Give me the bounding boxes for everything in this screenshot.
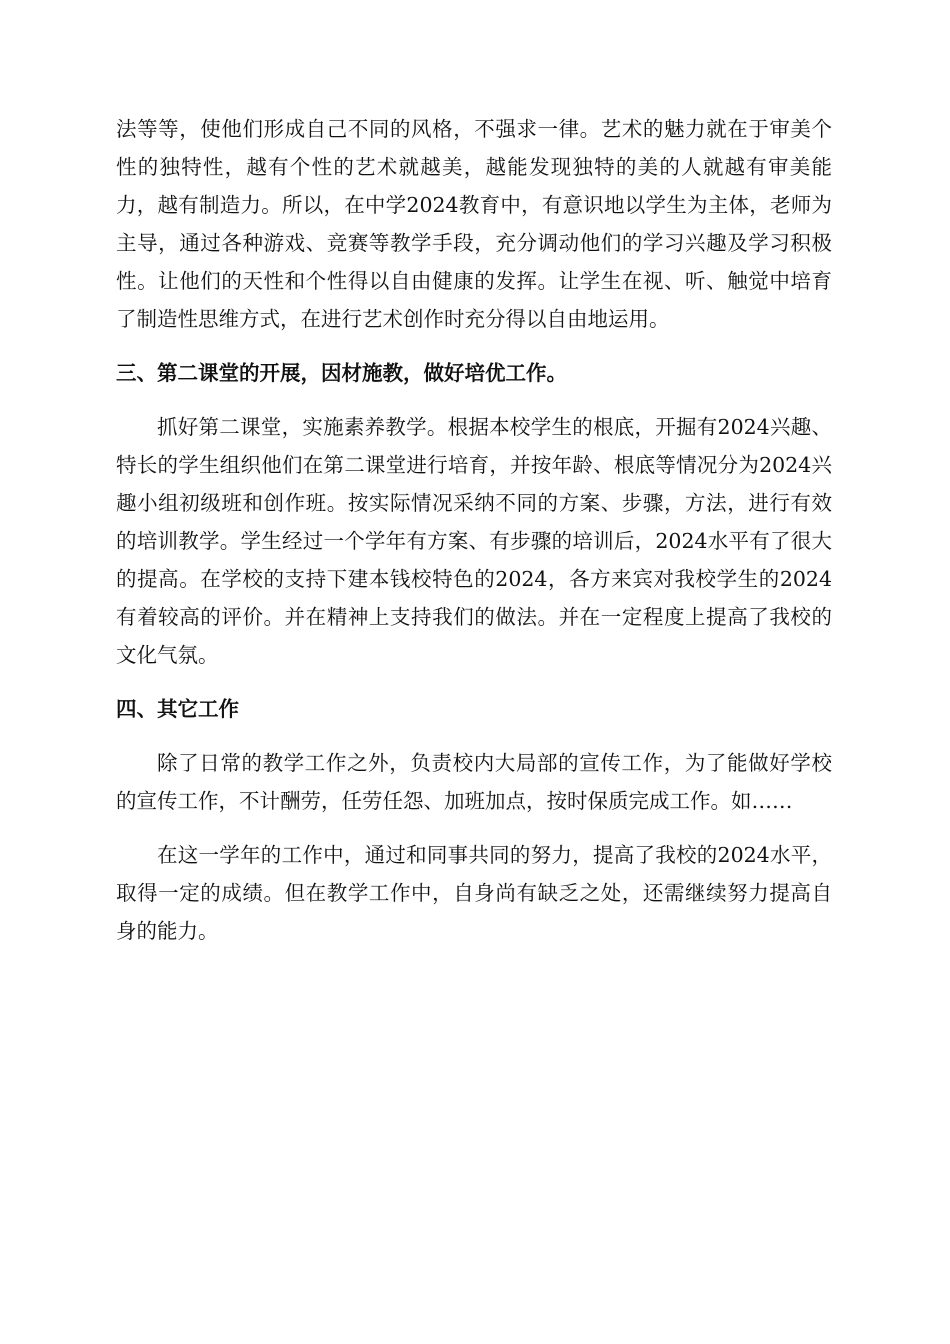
section-heading-second-classroom: 三、第二课堂的开展，因材施教，做好培优工作。 bbox=[116, 361, 567, 385]
body-paragraph-art-individuality: 法等等，使他们形成自己不同的风格，不强求一律。艺术的魅力就在于审美个性的独特性，越有个性的艺术就越美，越能发现独特的美的人就越有审美能力，越有制造力。所以，在中学2024教育中，有意识地以学生为主体，老师为主导，通过各种游戏、竞赛等教学手段，充分调动他们的学习兴趣及学习积极性。让他们的天性和个性得以自由健康的发挥。让学生在视、听、触觉中培育了制造性思维方式，在进行艺术创作时充分得以自由地运用。 bbox=[116, 117, 832, 331]
body-paragraph-summary: 在这一学年的工作中，通过和同事共同的努力，提高了我校的2024水平，取得一定的成绩。但在教学工作中，自身尚有缺乏之处，还需继续努力提高自身的能力。 bbox=[116, 843, 832, 943]
body-paragraph-second-classroom: 抓好第二课堂，实施素养教学。根据本校学生的根底，开掘有2024兴趣、特长的学生组织他们在第二课堂进行培育，并按年龄、根底等情况分为2024兴趣小组初级班和创作班。按实际情况采纳不同的方案、步骤，方法，进行有效的培训教学。学生经过一个学年有方案、有步骤的培训后，2024水平有了很大的提高。在学校的支持下建本钱校特色的2024，各方来宾对我校学生的2024有着较高的评价。并在精神上支持我们的做法。并在一定程度上提高了我校的文化气氛。 bbox=[116, 415, 832, 667]
section-heading-other-work: 四、其它工作 bbox=[116, 697, 239, 721]
body-paragraph-other-work: 除了日常的教学工作之外，负责校内大局部的宣传工作，为了能做好学校的宣传工作，不计酬劳，任劳任怨、加班加点，按时保质完成工作。如…… bbox=[116, 751, 832, 813]
document-page bbox=[116, 110, 832, 966]
